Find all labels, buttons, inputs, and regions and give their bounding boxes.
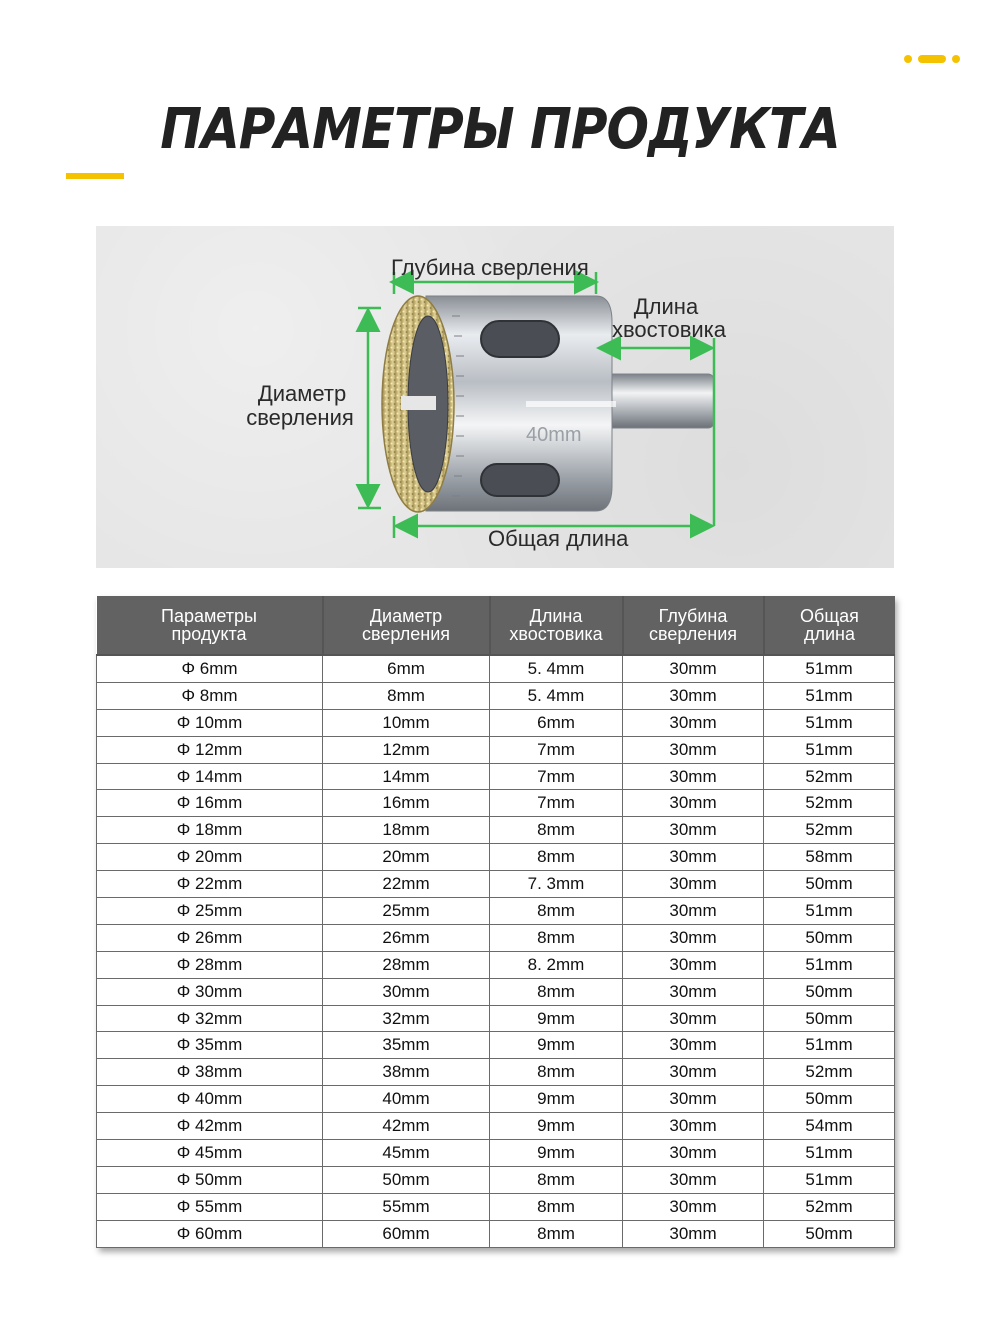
table-row [97,898,895,925]
table-cell: 50mm [764,978,895,1005]
table-cell: Φ 8mm [97,682,323,709]
table-cell: 22mm [323,871,490,898]
table-cell: 8mm [490,978,623,1005]
table-cell: 30mm [623,1086,764,1113]
table-row [97,682,895,709]
table-cell: 51mm [764,736,895,763]
table-cell: 30mm [623,978,764,1005]
table-cell: 30mm [623,1059,764,1086]
shank-label-line1: Длина [633,294,699,319]
parameters-table [96,596,894,1248]
table-cell: 6mm [490,709,623,736]
table-cell: Φ 42mm [97,1113,323,1140]
table-cell: 7. 3mm [490,871,623,898]
table-row [97,736,895,763]
table-cell: 52mm [764,1193,895,1220]
table-cell: 30mm [623,1220,764,1247]
header-drill-diameter: Диаметр сверления [323,596,490,655]
table-cell: 52mm [764,817,895,844]
table-cell: Φ 60mm [97,1220,323,1247]
table-row [97,924,895,951]
table-cell: Φ 20mm [97,844,323,871]
header-drill-depth: Глубина сверления [623,596,764,655]
product-diagram [96,226,894,568]
table-cell: 30mm [623,817,764,844]
table-cell: 10mm [323,709,490,736]
header-product-params: Параметры продукта [97,596,323,655]
table-cell: Φ 10mm [97,709,323,736]
table-cell: 51mm [764,682,895,709]
table-cell: 9mm [490,1140,623,1167]
header-total-length: Общая длина [764,596,895,655]
table-row [97,1059,895,1086]
table-cell: 30mm [623,682,764,709]
table-cell: 51mm [764,898,895,925]
table-cell: 8mm [490,1193,623,1220]
engraving-text: 40mm [526,424,582,446]
table-cell: 7mm [490,736,623,763]
decorative-dots [904,55,964,65]
table-cell: Φ 25mm [97,898,323,925]
table-cell: Φ 40mm [97,1086,323,1113]
table-cell: 16mm [323,790,490,817]
table-cell: 30mm [623,709,764,736]
header-shank-length: Длина хвостовика [490,596,623,655]
table-cell: 51mm [764,951,895,978]
table-row [97,844,895,871]
table-row [97,1140,895,1167]
table-cell: 51mm [764,1140,895,1167]
table-cell: 6mm [323,655,490,682]
table-cell: 9mm [490,1005,623,1032]
table-cell: 54mm [764,1113,895,1140]
table-cell: Φ 26mm [97,924,323,951]
table-cell: Φ 22mm [97,871,323,898]
table-cell: Φ 14mm [97,763,323,790]
table-row [97,978,895,1005]
table-cell: 42mm [323,1113,490,1140]
table-cell: 30mm [623,924,764,951]
table-cell: Φ 38mm [97,1059,323,1086]
table-cell: 30mm [623,871,764,898]
table-cell: 25mm [323,898,490,925]
table-cell: 30mm [623,951,764,978]
table-row [97,790,895,817]
table-cell: 51mm [764,709,895,736]
table-row [97,1166,895,1193]
table-cell: 30mm [623,763,764,790]
table-cell: 14mm [323,763,490,790]
table-cell: Φ 28mm [97,951,323,978]
table-cell: Φ 6mm [97,655,323,682]
table-cell: 8mm [490,924,623,951]
table-cell: 30mm [623,655,764,682]
table-cell: 51mm [764,1032,895,1059]
table-cell: 52mm [764,790,895,817]
depth-label: Глубина сверления [391,255,589,280]
table-row [97,951,895,978]
table-cell: Φ 30mm [97,978,323,1005]
table-cell: 9mm [490,1113,623,1140]
table-cell: 30mm [623,790,764,817]
table-cell: 8mm [323,682,490,709]
table-row [97,1113,895,1140]
table-cell: 32mm [323,1005,490,1032]
table-cell: Φ 12mm [97,736,323,763]
table-cell: 8mm [490,898,623,925]
table-cell: 50mm [764,1086,895,1113]
table-cell: 30mm [623,1032,764,1059]
table-cell: 30mm [623,1140,764,1167]
title-accent-bar [66,173,124,179]
table-cell: 28mm [323,951,490,978]
table-cell: 52mm [764,1059,895,1086]
table-cell: 5. 4mm [490,682,623,709]
table-cell: 8mm [490,1059,623,1086]
table-cell: 5. 4mm [490,655,623,682]
table-header-row [97,596,895,655]
table-cell: 50mm [323,1166,490,1193]
table-cell: 45mm [323,1140,490,1167]
table-cell: 8mm [490,844,623,871]
table-row [97,763,895,790]
table-cell: Φ 55mm [97,1193,323,1220]
table-cell: 50mm [764,1005,895,1032]
table-cell: 30mm [323,978,490,1005]
table-cell: 7mm [490,763,623,790]
table-cell: Φ 50mm [97,1166,323,1193]
table-row [97,1005,895,1032]
table-row [97,655,895,682]
table-cell: 30mm [623,1166,764,1193]
table-cell: 20mm [323,844,490,871]
table-cell: 51mm [764,1166,895,1193]
table-cell: 8mm [490,1220,623,1247]
table-cell: Φ 35mm [97,1032,323,1059]
table-cell: 50mm [764,1220,895,1247]
table-cell: 30mm [623,1113,764,1140]
diameter-label-line1: Диаметр [257,381,347,406]
table-row [97,1193,895,1220]
table-row [97,1032,895,1059]
table-row [97,1220,895,1247]
table-cell: 51mm [764,655,895,682]
table-row [97,709,895,736]
table-cell: 8mm [490,817,623,844]
table-cell: 9mm [490,1086,623,1113]
table-cell: 30mm [623,1005,764,1032]
table-cell: 18mm [323,817,490,844]
table-cell: 8. 2mm [490,951,623,978]
table-cell: 7mm [490,790,623,817]
table-row [97,817,895,844]
table-row [97,871,895,898]
table-cell: 50mm [764,924,895,951]
table-cell: 30mm [623,1193,764,1220]
table-cell: 30mm [623,736,764,763]
table-cell: 26mm [323,924,490,951]
table-cell: 50mm [764,871,895,898]
table-cell: Φ 45mm [97,1140,323,1167]
table-cell: 30mm [623,844,764,871]
table-cell: 55mm [323,1193,490,1220]
table-cell: Φ 32mm [97,1005,323,1032]
table-cell: Φ 16mm [97,790,323,817]
table-cell: 8mm [490,1166,623,1193]
table-cell: 12mm [323,736,490,763]
table-cell: Φ 18mm [97,817,323,844]
table-row [97,1086,895,1113]
total-length-label: Общая длина [488,526,629,551]
table-cell: 58mm [764,844,895,871]
table-cell: 30mm [623,898,764,925]
diameter-label-line2: сверления [246,405,354,430]
table-cell: 40mm [323,1086,490,1113]
table-cell: 9mm [490,1032,623,1059]
table-cell: 35mm [323,1032,490,1059]
table-cell: 60mm [323,1220,490,1247]
table-cell: 38mm [323,1059,490,1086]
shank-label-line2: хвостовика [611,317,727,342]
table-cell: 52mm [764,763,895,790]
page-title: ПАРАМЕТРЫ ПРОДУКТА [160,96,840,162]
